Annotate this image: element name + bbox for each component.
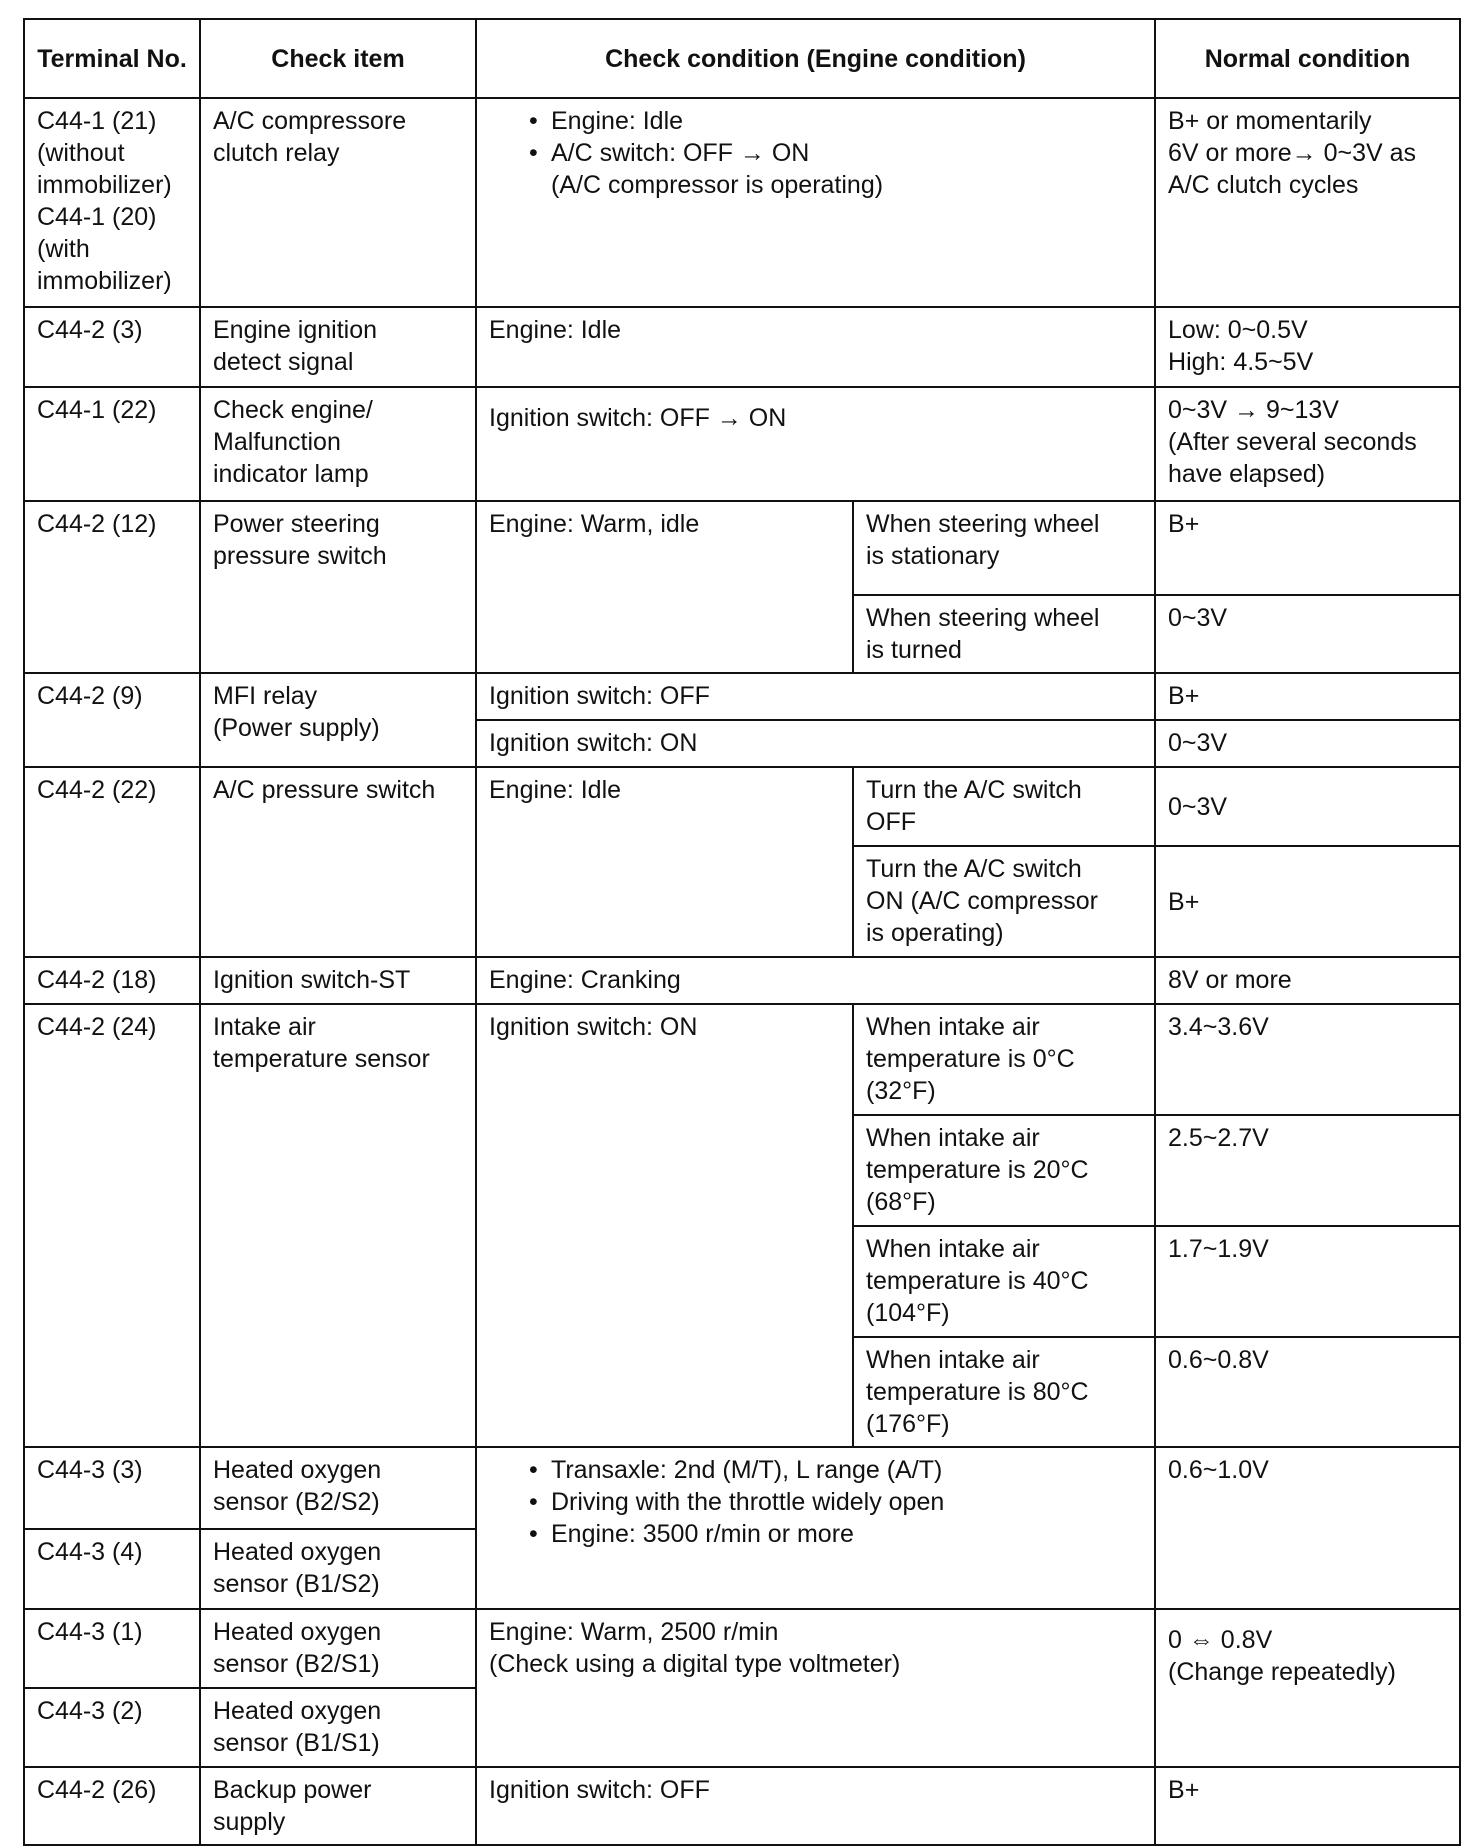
when-cell — [853, 767, 1155, 846]
when-text: When intake air — [866, 1346, 1040, 1374]
check-item-cell — [200, 307, 476, 387]
normal-cell — [1155, 387, 1460, 501]
header-check-item: Check item — [200, 19, 476, 98]
check-item-text: Engine ignition — [213, 316, 378, 344]
condition-list — [527, 105, 1142, 169]
check-item-text: Heated oxygen — [213, 1538, 382, 1566]
condition-bullet: • Driving with the throttle widely open — [551, 1486, 1142, 1518]
check-item-text: (Power supply) — [213, 714, 380, 742]
normal-cell: 0.6~0.8V — [1155, 1337, 1460, 1447]
check-item-text: Intake air — [213, 1013, 316, 1041]
terminal-cell: C44-2 (22) — [24, 767, 200, 957]
terminal-cell: C44-2 (3) — [24, 307, 200, 387]
header-normal-condition: Normal condition — [1155, 19, 1460, 98]
condition-cell: Engine: Idle — [476, 767, 853, 957]
check-item-cell — [200, 673, 476, 767]
check-item-cell — [200, 98, 476, 307]
check-item-cell — [200, 1529, 476, 1609]
condition-bullet: • A/C switch: OFF → ON — [551, 137, 1142, 169]
normal-cell: B+ — [1155, 673, 1460, 720]
normal-cell: 0.6~1.0V — [1155, 1447, 1460, 1609]
check-item-text: detect signal — [213, 348, 354, 376]
check-item-cell — [200, 1004, 476, 1447]
check-item-cell — [200, 387, 476, 501]
condition-cell: Ignition switch: OFF — [476, 673, 1155, 720]
terminal-cell: C44-2 (18) — [24, 957, 200, 1004]
when-text: is stationary — [866, 542, 1000, 570]
check-item-text: Malfunction — [213, 428, 341, 456]
when-text: (176°F) — [866, 1410, 950, 1438]
terminal-text: C44-1 (20) — [37, 203, 157, 231]
table-row — [24, 501, 1460, 595]
check-item-text: supply — [213, 1808, 286, 1836]
condition-cell: Engine: Idle — [476, 307, 1155, 387]
terminal-cell: C44-2 (9) — [24, 673, 200, 767]
when-text: (104°F) — [866, 1299, 950, 1327]
check-item-text: sensor (B1/S2) — [213, 1570, 380, 1598]
condition-text: (Check using a digital type voltmeter) — [489, 1650, 901, 1678]
terminal-text: (with — [37, 235, 90, 263]
when-text: temperature is 0°C — [866, 1045, 1075, 1073]
table-row — [24, 387, 1460, 501]
check-item-cell — [200, 501, 476, 673]
condition-bullet: • Engine: 3500 r/min or more — [551, 1518, 1142, 1550]
terminal-cell — [24, 98, 200, 307]
when-text: OFF — [866, 808, 916, 836]
terminal-text: immobilizer) — [37, 267, 172, 295]
when-text: temperature is 80°C — [866, 1378, 1089, 1406]
when-text: When steering wheel — [866, 604, 1100, 632]
terminal-cell: C44-1 (22) — [24, 387, 200, 501]
when-text: Turn the A/C switch — [866, 776, 1082, 804]
when-text: When intake air — [866, 1235, 1040, 1263]
condition-list — [527, 1454, 1142, 1550]
table-row — [24, 1767, 1460, 1845]
normal-cell: 0~3V — [1155, 595, 1460, 673]
terminal-cell: C44-2 (12) — [24, 501, 200, 673]
check-item-text: A/C compressore — [213, 107, 407, 135]
normal-text: 6V or more→ 0~3V as — [1168, 139, 1417, 167]
normal-cell: 0~3V — [1155, 767, 1460, 846]
normal-cell: B+ — [1155, 501, 1460, 595]
condition-cell: Ignition switch: ON — [476, 1004, 853, 1447]
when-text: temperature is 20°C — [866, 1156, 1089, 1184]
normal-cell: 1.7~1.9V — [1155, 1226, 1460, 1337]
table-row — [24, 673, 1460, 720]
when-text: When intake air — [866, 1013, 1040, 1041]
when-cell — [853, 595, 1155, 673]
condition-bullet: • Engine: Idle — [551, 105, 1142, 137]
normal-text: 0 ⇔ 0.8V — [1168, 1626, 1273, 1654]
terminal-cell: C44-2 (24) — [24, 1004, 200, 1447]
condition-cell — [476, 1447, 1155, 1609]
condition-note: (A/C compressor is operating) — [551, 171, 884, 199]
condition-cell: Ignition switch: OFF → ON — [476, 387, 1155, 501]
normal-cell: 8V or more — [1155, 957, 1460, 1004]
condition-text: Engine: Warm, 2500 r/min — [489, 1618, 779, 1646]
header-terminal-no: Terminal No. — [24, 19, 200, 98]
condition-cell — [476, 98, 1155, 307]
when-cell — [853, 846, 1155, 957]
terminal-cell: C44-3 (3) — [24, 1447, 200, 1529]
when-cell — [853, 1337, 1155, 1447]
condition-bullet: • Transaxle: 2nd (M/T), L range (A/T) — [551, 1454, 1142, 1486]
terminal-check-table — [23, 18, 1461, 1846]
check-item-cell: A/C pressure switch — [200, 767, 476, 957]
normal-text: (Change repeatedly) — [1168, 1658, 1396, 1686]
when-text: ON (A/C compressor — [866, 887, 1098, 915]
check-item-text: Power steering — [213, 510, 380, 538]
normal-cell: B+ — [1155, 846, 1460, 957]
terminal-cell: C44-3 (4) — [24, 1529, 200, 1609]
condition-cell: Ignition switch: ON — [476, 720, 1155, 767]
check-item-text: sensor (B2/S2) — [213, 1488, 380, 1516]
when-cell — [853, 501, 1155, 595]
check-item-text: Heated oxygen — [213, 1618, 382, 1646]
check-item-text: pressure switch — [213, 542, 387, 570]
check-item-text: indicator lamp — [213, 460, 369, 488]
normal-text: (After several seconds — [1168, 428, 1417, 456]
when-cell — [853, 1226, 1155, 1337]
normal-cell: 2.5~2.7V — [1155, 1115, 1460, 1226]
condition-cell: Engine: Warm, idle — [476, 501, 853, 673]
check-item-text: temperature sensor — [213, 1045, 430, 1073]
normal-text: High: 4.5~5V — [1168, 348, 1314, 376]
check-item-cell — [200, 1609, 476, 1688]
check-item-cell — [200, 1688, 476, 1767]
when-text: is turned — [866, 636, 962, 664]
normal-cell: 3.4~3.6V — [1155, 1004, 1460, 1115]
check-item-text: MFI relay — [213, 682, 318, 710]
check-item-cell — [200, 1447, 476, 1529]
terminal-text: immobilizer) — [37, 171, 172, 199]
normal-cell — [1155, 1609, 1460, 1767]
check-item-text: Check engine/ — [213, 396, 373, 424]
terminal-cell: C44-2 (26) — [24, 1767, 200, 1845]
terminal-cell: C44-3 (1) — [24, 1609, 200, 1688]
when-cell — [853, 1004, 1155, 1115]
check-item-text: Heated oxygen — [213, 1697, 382, 1725]
normal-text: Low: 0~0.5V — [1168, 316, 1308, 344]
check-item-cell: Ignition switch-ST — [200, 957, 476, 1004]
check-item-text: sensor (B1/S1) — [213, 1729, 380, 1757]
normal-text: have elapsed) — [1168, 460, 1326, 488]
check-item-text: Backup power — [213, 1776, 372, 1804]
check-item-text: Heated oxygen — [213, 1456, 382, 1484]
terminal-text: (without — [37, 139, 125, 167]
condition-cell: Engine: Cranking — [476, 957, 1155, 1004]
table-row — [24, 767, 1460, 846]
header-check-condition: Check condition (Engine condition) — [476, 19, 1155, 98]
when-cell — [853, 1115, 1155, 1226]
when-text: is operating) — [866, 919, 1004, 947]
normal-text: A/C clutch cycles — [1168, 171, 1359, 199]
when-text: (68°F) — [866, 1188, 936, 1216]
terminal-cell: C44-3 (2) — [24, 1688, 200, 1767]
table-row — [24, 98, 1460, 307]
table-row — [24, 1609, 1460, 1688]
when-text: (32°F) — [866, 1077, 936, 1105]
normal-cell — [1155, 307, 1460, 387]
when-text: Turn the A/C switch — [866, 855, 1082, 883]
check-item-text: sensor (B2/S1) — [213, 1650, 380, 1678]
check-item-cell — [200, 1767, 476, 1845]
normal-cell: B+ — [1155, 1767, 1460, 1845]
normal-text: 0~3V → 9~13V — [1168, 396, 1339, 424]
normal-cell — [1155, 98, 1460, 307]
condition-cell — [476, 1609, 1155, 1767]
table-row — [24, 1004, 1460, 1115]
table-row — [24, 307, 1460, 387]
header-row — [24, 19, 1460, 98]
table-row — [24, 1447, 1460, 1529]
when-text: temperature is 40°C — [866, 1267, 1089, 1295]
when-text: When intake air — [866, 1124, 1040, 1152]
normal-cell: 0~3V — [1155, 720, 1460, 767]
when-text: When steering wheel — [866, 510, 1100, 538]
condition-cell: Ignition switch: OFF — [476, 1767, 1155, 1845]
table-row — [24, 957, 1460, 1004]
terminal-text: C44-1 (21) — [37, 107, 157, 135]
check-item-text: clutch relay — [213, 139, 340, 167]
normal-text: B+ or momentarily — [1168, 107, 1372, 135]
